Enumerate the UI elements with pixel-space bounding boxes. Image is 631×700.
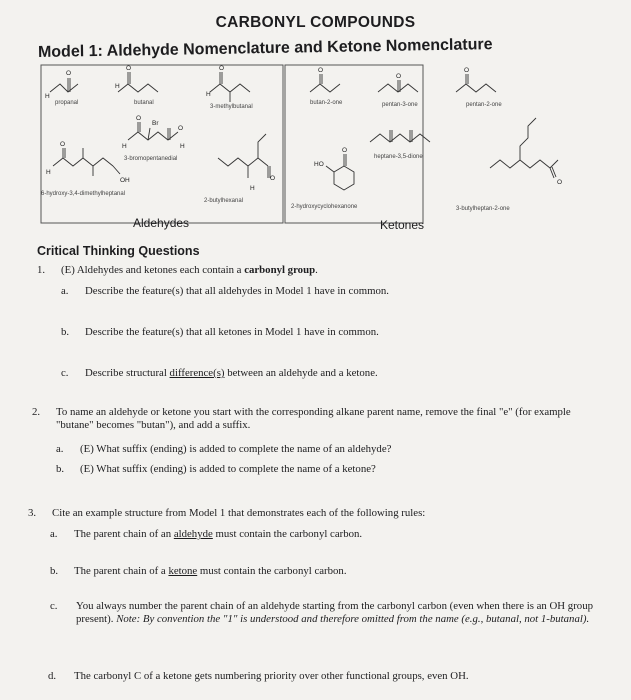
- hydroxyl-group: HO: [314, 161, 324, 168]
- question-2: [32, 406, 612, 431]
- question-1a: [61, 285, 601, 298]
- label-heptane-3-5-dione: heptane-3,5-dione: [374, 154, 423, 160]
- model-figure: [38, 62, 598, 240]
- question-number: 1.: [37, 264, 46, 276]
- q3c-note: Note: By convention the "1" is understood and therefore omitted from the name (e.g., butanal, not 1-butanal).: [116, 613, 590, 625]
- item-label: a.: [50, 528, 58, 540]
- q1c-text-end: between an aldehyde and a ketone.: [224, 367, 378, 379]
- q3a-text: The parent chain of an: [74, 528, 174, 540]
- q1b-text: Describe the feature(s) that all ketones in Model 1 have in common.: [85, 326, 379, 338]
- label-3-methylbutanal: 3-methylbutanal: [210, 104, 253, 110]
- item-label: b.: [56, 463, 65, 475]
- q3d-text: The carbonyl C of a ketone gets numbering priority over other functional groups, even OH.: [74, 670, 469, 682]
- critical-thinking-heading: Critical Thinking Questions: [37, 244, 200, 258]
- hydrogen-atom: H: [45, 93, 50, 100]
- oxygen-atom: O: [342, 147, 348, 154]
- oxygen-atom: O: [557, 179, 563, 186]
- ketones-caption: Ketones: [380, 218, 425, 232]
- butylhexanal-structure: [204, 134, 275, 204]
- question-3: [28, 507, 618, 520]
- question-3a: [50, 528, 610, 541]
- oxygen-atom: O: [126, 65, 132, 72]
- label-3-butylheptan-2-one: 3-butylheptan-2-one: [456, 206, 510, 212]
- label-butanal: butanal: [134, 100, 154, 106]
- question-3d: [48, 670, 618, 683]
- item-label: d.: [48, 670, 57, 682]
- label-2-hydroxycyclohexanone: 2-hydroxycyclohexanone: [291, 204, 358, 210]
- q3c-text: You always number the parent chain of an aldehyde starting from the carbonyl carbon (even when there is an OH group present).: [76, 600, 593, 625]
- q1-suffix: .: [315, 264, 318, 276]
- oxygen-atom: O: [396, 73, 402, 80]
- q1-text: (E) Aldehydes and ketones each contain a: [61, 264, 245, 276]
- label-3-bromopentanedial: 3-bromopentanedial: [124, 156, 178, 162]
- question-number: 2.: [32, 406, 41, 418]
- q2b-text: (E) What suffix (ending) is added to complete the name of a ketone?: [80, 463, 376, 475]
- page-title: CARBONYL COMPOUNDS: [215, 14, 416, 31]
- question-2b: [56, 463, 616, 476]
- question-3b: [50, 565, 610, 578]
- oxygen-atom: O: [219, 65, 225, 72]
- q3b-text-end: must contain the carbonyl carbon.: [197, 565, 347, 577]
- q1a-text: Describe the feature(s) that all aldehydes in Model 1 have in common.: [85, 285, 390, 297]
- q1c-text: Describe structural: [85, 367, 170, 379]
- label-butan-2-one: butan-2-one: [310, 100, 343, 106]
- bromine-atom: Br: [152, 120, 159, 127]
- hydroxyl-group: OH: [120, 177, 130, 184]
- oxygen-atom: O: [318, 67, 324, 74]
- item-label: c.: [50, 600, 58, 612]
- item-label: a.: [56, 443, 64, 455]
- q3a-underlined: aldehyde: [173, 528, 213, 540]
- q3b-text: The parent chain of a: [74, 565, 169, 577]
- question-1b: [61, 326, 601, 339]
- oxygen-atom: O: [178, 125, 184, 132]
- pentan-2-one-structure: [456, 67, 502, 108]
- q3-text: Cite an example structure from Model 1 that demonstrates each of the following rules:: [52, 507, 426, 519]
- hydrogen-atom: H: [250, 185, 255, 192]
- q1c-underlined: difference(s): [169, 367, 225, 379]
- question-number: 3.: [28, 507, 37, 519]
- butanal-structure: [115, 65, 158, 106]
- model-title: Model 1: Aldehyde Nomenclature and Ketone Nomenclature: [37, 36, 493, 61]
- hydrogen-atom: H: [180, 143, 185, 150]
- label-pentan-3-one: pentan-3-one: [382, 102, 418, 108]
- q3a-text-end: must contain the carbonyl carbon.: [212, 528, 363, 540]
- aldehydes-caption: Aldehydes: [133, 216, 190, 230]
- oxygen-atom: O: [464, 67, 470, 74]
- oxygen-atom: O: [270, 175, 276, 182]
- question-1c: [61, 367, 601, 380]
- methylbutanal-structure: [206, 65, 253, 110]
- oxygen-atom: O: [66, 70, 72, 77]
- question-1: [37, 264, 318, 277]
- label-pentan-2-one: pentan-2-one: [466, 102, 502, 108]
- pentan-3-one-structure: [378, 73, 418, 108]
- hydrogen-atom: H: [46, 169, 51, 176]
- q2-text: To name an aldehyde or ketone you start with the corresponding alkane parent name, remove the final "e" (for example "butane" becomes "butan"), and add a suffix.: [56, 406, 571, 431]
- hydroxycyclohexanone-structure: [291, 147, 358, 210]
- label-propanal: propanal: [55, 100, 79, 106]
- question-2a: [56, 443, 616, 456]
- hydrogen-atom: H: [122, 143, 127, 150]
- hydroxydimethylheptanal-structure: [41, 141, 130, 197]
- oxygen-atom: O: [136, 115, 142, 122]
- item-label: b.: [50, 565, 59, 577]
- propanal-structure: [45, 70, 78, 106]
- q2a-text: (E) What suffix (ending) is added to complete the name of an aldehyde?: [80, 443, 392, 455]
- label-6-hydroxy-3-4-dimethylheptanal: 6-hydroxy-3,4-dimethylheptanal: [41, 191, 126, 197]
- butan-2-one-structure: [310, 67, 343, 106]
- label-2-butylhexanal: 2-butylhexanal: [204, 198, 244, 204]
- bromopentanedial-structure: [122, 115, 185, 162]
- butylheptan-2-one-structure: [456, 118, 562, 212]
- aldehydes-box: [41, 65, 283, 223]
- hydrogen-atom: H: [206, 91, 211, 98]
- item-label: b.: [61, 326, 70, 338]
- hydrogen-atom: H: [115, 83, 120, 90]
- q1-bold-term: carbonyl group: [244, 264, 316, 276]
- item-label: a.: [61, 285, 69, 297]
- heptane-3-5-dione-structure: [370, 130, 430, 160]
- item-label: c.: [61, 367, 69, 379]
- question-3c: [50, 600, 610, 625]
- q3b-underlined: ketone: [168, 565, 198, 577]
- oxygen-atom: O: [60, 141, 66, 148]
